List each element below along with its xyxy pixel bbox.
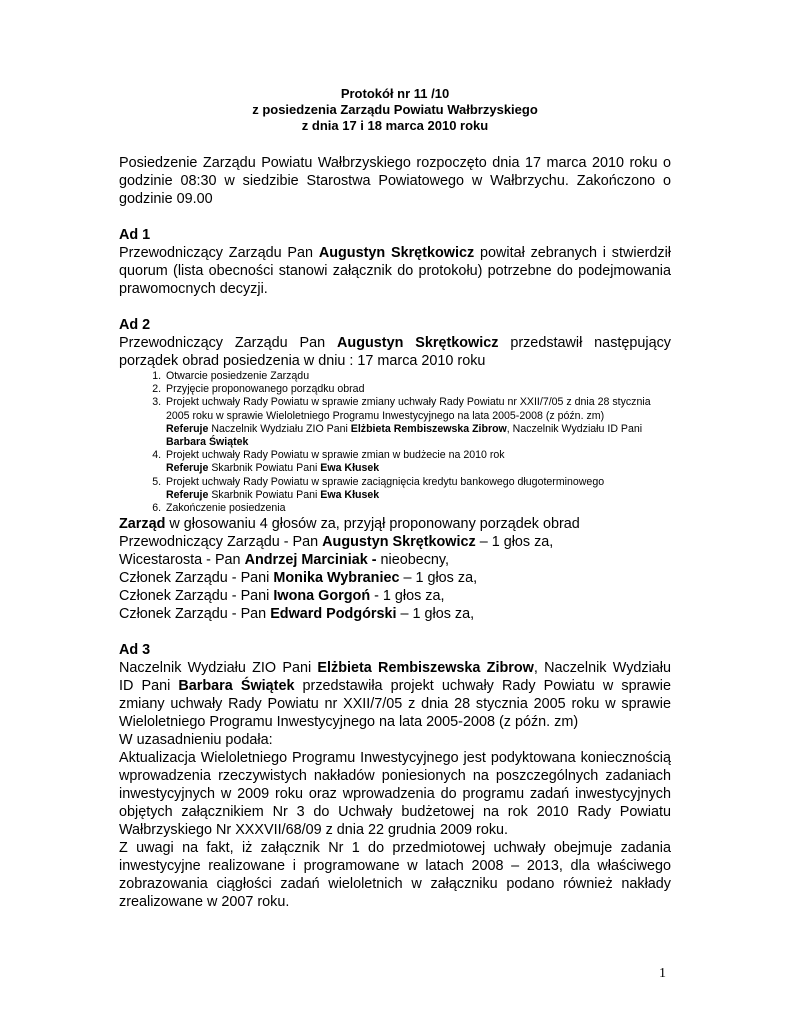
- referee-text: Skarbnik Powiatu Pani: [208, 488, 321, 501]
- vote-summary: [119, 515, 671, 533]
- vote-label: Zarząd: [119, 516, 166, 533]
- title-line-1: Protokół nr 11 /10: [340, 86, 450, 101]
- vote-row: [119, 551, 671, 569]
- vote-result: – 1 głos za,: [396, 606, 475, 623]
- vote-row: [119, 605, 671, 623]
- agenda-item: [164, 370, 671, 383]
- ad3-name: Elżbieta Rembiszewska Zibrow: [317, 660, 534, 677]
- vote-result: nieobecny,: [380, 552, 450, 569]
- agenda-item: [164, 396, 671, 449]
- document-page: [119, 86, 671, 911]
- ad3-text: , Naczelnik Wydziału ID Pani: [119, 660, 671, 695]
- ad3-name: Barbara Świątek: [178, 678, 295, 695]
- referee-label: Referuje: [166, 462, 209, 475]
- referee-name: Ewa Kłusek: [320, 488, 380, 501]
- referee-text: Skarbnik Powiatu Pani: [208, 462, 321, 475]
- ad1-text-pre: Przewodniczący Zarządu Pan: [119, 245, 319, 261]
- vote-text: w głosowaniu 4 głosów za, przyjął proponowany porządek obrad: [165, 516, 580, 533]
- ad2-text-pre: Przewodniczący Zarządu Pan: [119, 335, 338, 351]
- vote-role: Członek Zarządu - Pan: [119, 606, 271, 623]
- vote-member-name: Augustyn Skrętkowicz: [322, 534, 476, 551]
- vote-result: – 1 głos za,: [475, 534, 554, 551]
- vote-role: Wicestarosta - Pan: [119, 552, 245, 569]
- ad3-paragraph-3: Aktualizacja Wieloletniego Programu Inwestycyjnego jest podyktowana koniecznością wprowadzenia rzeczywistych nakładów poniesionych na poszczególnych zadaniach inwestycyjnych w 2009 roku oraz wprowadzenia do programu zadań inwestycyjnych objętych załącznikiem Nr 3 do Uchwały budżetowej na rok 2010 Rady Powiatu Wałbrzyskiego Nr XXXVII/68/09 z dnia 22 grudnia 2009 roku.: [119, 750, 671, 839]
- referee-label: Referuje: [166, 488, 209, 501]
- agenda-item: [164, 502, 671, 515]
- ad2-text-post: przedstawił następujący porządek obrad posiedzenia w dniu : 17 marca 2010 roku: [119, 335, 671, 369]
- vote-role: Członek Zarządu - Pani: [119, 588, 274, 605]
- ad1-text-post: powitał zebranych i stwierdził quorum (lista obecności stanowi załącznik do protokołu) potrzebne do podejmowania prawomocnych decyzji.: [119, 245, 671, 297]
- referee-name: Ewa Kłusek: [320, 462, 380, 475]
- agenda-item-text: Zakończenie posiedzenia: [166, 502, 286, 515]
- vote-row: [119, 533, 671, 551]
- document-title: [119, 86, 671, 134]
- agenda-item-referee: [166, 489, 671, 502]
- ad3-text: Naczelnik Wydziału ZIO Pani: [119, 660, 318, 677]
- vote-row: [119, 569, 671, 587]
- agenda-item: [164, 476, 671, 502]
- vote-result: – 1 głos za,: [399, 570, 478, 587]
- agenda-item-referee: [166, 462, 671, 475]
- agenda-item-text: Projekt uchwały Rady Powiatu w sprawie zmian w budżecie na 2010 rok: [166, 449, 505, 462]
- ad2-heading: Ad 2: [119, 317, 151, 333]
- ad1-paragraph: [119, 244, 671, 298]
- agenda-item: [164, 383, 671, 396]
- vote-result: - 1 głos za,: [370, 588, 445, 605]
- title-line-2: z posiedzenia Zarządu Powiatu Wałbrzyskiego: [252, 102, 538, 117]
- vote-member-name: Monika Wybraniec: [273, 570, 400, 587]
- referee-label: Referuje: [166, 422, 209, 435]
- referee-name: Barbara Świątek: [166, 436, 249, 449]
- vote-role: Członek Zarządu - Pani: [119, 570, 274, 587]
- agenda-list: [119, 370, 671, 515]
- vote-member-name: Iwona Gorgoń: [273, 588, 371, 605]
- agenda-item-text: Przyjęcie proponowanego porządku obrad: [166, 383, 365, 396]
- ad3-paragraph-1: [119, 659, 671, 731]
- ad2-paragraph: [119, 334, 671, 370]
- agenda-item-referee: [166, 423, 671, 449]
- referee-text: , Naczelnik Wydziału ID Pani: [506, 422, 643, 435]
- vote-row: [119, 587, 671, 605]
- ad3-text: przedstawiła projekt uchwały Rady Powiatu w sprawie zmiany uchwały Rady Powiatu nr XXII/7/05 z dnia 28 stycznia 2005 roku w sprawie Wieloletniego Programu Inwestycyjnego na lata 2005-2008 (z późn. zm): [119, 678, 671, 731]
- vote-member-name: Andrzej Marciniak -: [244, 552, 381, 569]
- ad3-paragraph-2: W uzasadnieniu podała:: [119, 732, 273, 749]
- agenda-item-text: Projekt uchwały Rady Powiatu w sprawie zmiany uchwały Rady Powiatu nr XXII/7/05 z dnia 28 stycznia 2005 roku w sprawie Wieloletniego Programu Inwestycyjnego na lata 2005-2008 (z późn. zm): [166, 396, 651, 422]
- vote-block: [119, 515, 671, 623]
- agenda-item-text: Otwarcie posiedzenie Zarządu: [166, 370, 310, 382]
- vote-member-name: Edward Podgórski: [270, 606, 397, 623]
- vote-role: Przewodniczący Zarządu - Pan: [119, 534, 323, 551]
- ad1-chairman-name: Augustyn Skrętkowicz: [318, 245, 475, 261]
- ad3-paragraph-4: Z uwagi na fakt, iż załącznik Nr 1 do przedmiotowej uchwały obejmuje zadania inwestycyjne realizowane i programowane w latach 2008 – 2013, dla właściwego zobrazowania ciągłości zadań wieloletnich w załączniku podano również nakłady zrealizowane w 2007 roku.: [119, 840, 671, 911]
- agenda-item: [164, 449, 671, 475]
- title-line-3: z dnia 17 i 18 marca 2010 roku: [301, 118, 489, 133]
- agenda-item-text: Projekt uchwały Rady Powiatu w sprawie zaciągnięcia kredytu bankowego długoterminowego: [166, 475, 605, 488]
- referee-name: Elżbieta Rembiszewska Zibrow: [350, 422, 507, 435]
- referee-text: Naczelnik Wydziału ZIO Pani: [208, 422, 351, 435]
- ad2-chairman-name: Augustyn Skrętkowicz: [337, 335, 499, 351]
- intro-paragraph: Posiedzenie Zarządu Powiatu Wałbrzyskiego rozpoczęto dnia 17 marca 2010 roku o godzinie 08:30 w siedzibie Starostwa Powiatowego w Wałbrzychu. Zakończono o godzinie 09.00: [119, 155, 671, 207]
- page-number: 1: [659, 966, 666, 981]
- ad1-heading: Ad 1: [119, 227, 151, 243]
- ad3-heading: Ad 3: [119, 642, 151, 659]
